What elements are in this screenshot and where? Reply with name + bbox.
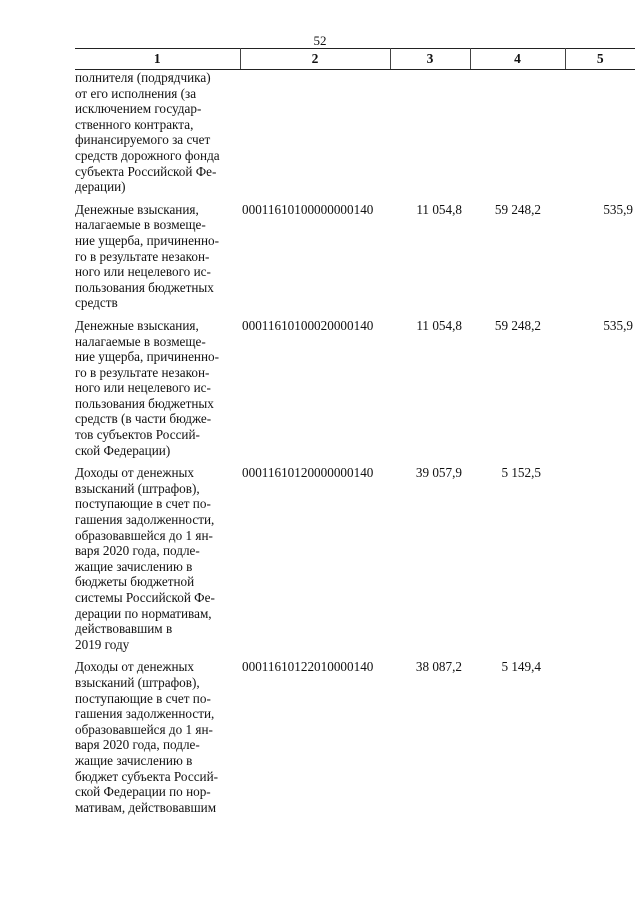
row-name-line: ской Федерации по нор-	[75, 784, 211, 800]
row-name-line: Доходы от денежных	[75, 659, 195, 675]
table-body	[75, 70, 635, 823]
row-value-3	[390, 70, 470, 202]
row-name-line: пользования бюджетных	[75, 279, 214, 295]
column-header-4: 4	[470, 49, 565, 70]
row-code	[240, 70, 390, 202]
row-name-line: взысканий (штрафов),	[75, 674, 200, 690]
row-name-line: средств	[75, 295, 118, 311]
row-value-4: 59 248,2	[494, 317, 541, 333]
row-name-line: Денежные взыскания,	[75, 201, 199, 217]
row-code: 00011610100020000140	[242, 317, 374, 333]
row-value-3: 39 057,9	[415, 465, 462, 481]
column-header-1: 1	[75, 49, 240, 70]
table-row	[75, 202, 635, 318]
row-value-5	[565, 465, 635, 659]
row-value-4	[470, 70, 565, 202]
row-name-line: Денежные взыскания,	[75, 317, 199, 333]
row-name-line: бюджеты бюджетной	[75, 574, 195, 590]
row-name	[75, 659, 240, 822]
row-name-line: системы Российской Фе-	[75, 590, 215, 605]
row-name-line: 2019 году	[75, 636, 130, 652]
table-row	[75, 659, 635, 822]
row-name-line: поступающие в счет по-	[75, 690, 211, 706]
row-name	[75, 465, 240, 659]
row-name	[75, 70, 240, 202]
row-value-4: 5 152,5	[501, 465, 541, 481]
row-name-line: жащие зачислению в	[75, 558, 193, 574]
row-name-line: ственного контракта,	[75, 116, 194, 132]
row-value-4: 59 248,2	[494, 201, 541, 217]
row-code: 00011610122010000140	[242, 659, 374, 675]
row-name-line: действовавшим в	[75, 621, 173, 637]
table-row	[75, 318, 635, 465]
row-name-line: образовавшейся до 1 ян-	[75, 721, 213, 737]
row-name-line: налагаемые в возмеще-	[75, 217, 206, 233]
row-name-line: варя 2020 года, подле-	[75, 543, 200, 559]
row-name-line: жащие зачислению в	[75, 752, 193, 768]
row-name-line: полнителя (подрядчика)	[75, 70, 211, 85]
row-name-line: гашения задолженности,	[75, 706, 215, 722]
row-value-5: 535,9	[603, 317, 633, 333]
row-name-line: пользования бюджетных	[75, 395, 214, 411]
row-name-line: бюджет субъекта Россий-	[75, 768, 219, 784]
row-value-5	[565, 70, 635, 202]
row-name-line: субъекта Российской Фе-	[75, 163, 217, 179]
row-value-3: 11 054,8	[416, 201, 462, 217]
row-name-line: ного или нецелевого ис-	[75, 264, 211, 280]
row-name-line: дерации)	[75, 179, 126, 195]
row-name-line: средств (в части бюдже-	[75, 411, 212, 427]
page-number: 52	[313, 33, 327, 48]
row-name-line: го в результате незакон-	[75, 248, 210, 264]
table-row	[75, 70, 635, 202]
row-code: 00011610100000000140	[242, 201, 374, 217]
row-name-line: ние ущерба, причиненно-	[75, 232, 220, 248]
row-value-3: 11 054,8	[416, 317, 462, 333]
column-header-3: 3	[390, 49, 470, 70]
row-name-line: поступающие в счет по-	[75, 496, 211, 512]
row-name-line: Доходы от денежных	[75, 465, 195, 481]
table-header-row	[75, 49, 635, 70]
row-name-line: го в результате незакон-	[75, 364, 210, 380]
row-name-line: ного или нецелевого ис-	[75, 380, 211, 396]
row-name-line: от его исполнения (за	[75, 85, 197, 101]
row-name-line: налагаемые в возмеще-	[75, 333, 206, 349]
row-name-line: мативам, действовавшим	[75, 799, 217, 815]
table-row	[75, 465, 635, 659]
row-name-line: образовавшейся до 1 ян-	[75, 527, 213, 543]
row-value-5: 535,9	[603, 201, 633, 217]
row-name-line: исключением государ-	[75, 101, 202, 117]
row-name-line: гашения задолженности,	[75, 512, 215, 528]
column-header-5: 5	[565, 49, 635, 70]
budget-table	[75, 48, 635, 822]
row-name-line: варя 2020 года, подле-	[75, 737, 200, 753]
row-name-line: средств дорожного фонда	[75, 147, 220, 163]
column-header-2: 2	[240, 49, 390, 70]
row-value-5	[565, 659, 635, 822]
row-name-line: дерации по нормативам,	[75, 605, 212, 621]
row-name	[75, 202, 240, 318]
row-code: 00011610120000000140	[242, 465, 374, 481]
row-value-4: 5 149,4	[501, 659, 541, 675]
row-name-line: тов субъектов Россий-	[75, 427, 200, 443]
row-name-line: ской Федерации)	[75, 442, 171, 458]
row-value-3: 38 087,2	[415, 659, 462, 675]
row-name-line: ние ущерба, причиненно-	[75, 349, 220, 365]
row-name	[75, 318, 240, 465]
row-name-line: финансируемого за счет	[75, 132, 211, 148]
row-name-line: взысканий (штрафов),	[75, 480, 200, 496]
